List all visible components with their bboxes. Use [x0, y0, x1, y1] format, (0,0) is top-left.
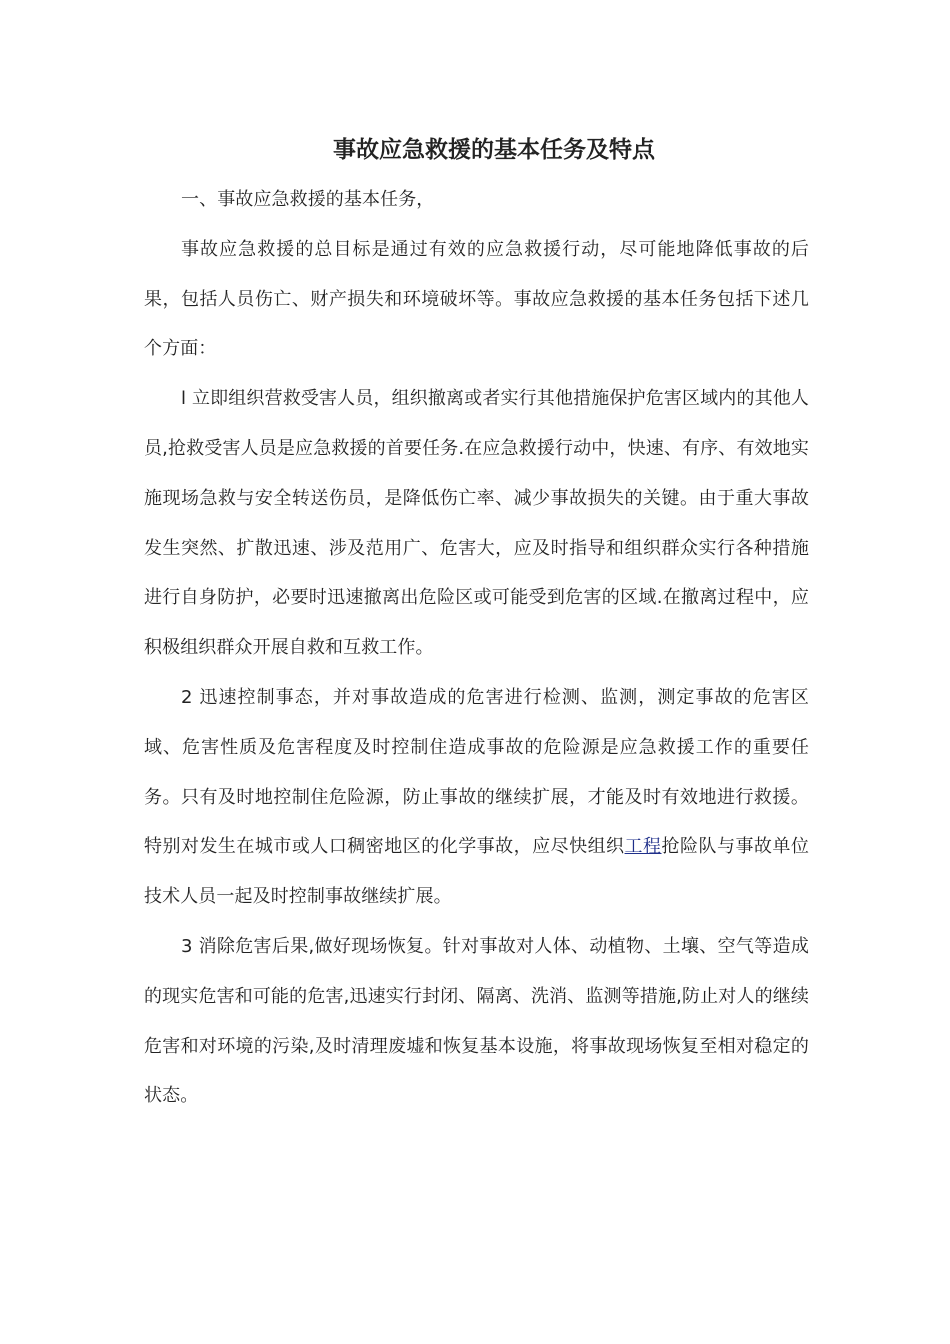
task-paragraph-2-text-before-link: 2 迅速控制事态，并对事故造成的危害进行检测、监测，测定事故的危害区域、危害性质及危害程度及时控制住造成事故的危险源是应急救援工作的重要任务。只有及时地控制住危险源，防止事故的继续扩展，才能及时有效地进行救援。特别对发生在城市或人口稠密地区的化学事故，应尽快组织 [144, 686, 809, 858]
engineering-link[interactable]: 工程 [624, 836, 662, 858]
task-paragraph-2 [144, 673, 809, 922]
document-title: 事故应急救援的基本任务及特点 [333, 137, 655, 163]
task-paragraph-1: l 立即组织营救受害人员，组织撤离或者实行其他措施保护危害区域内的其他人员,抢救受害人员是应急救援的首要任务.在应急救援行动中，快速、有序、有效地实施现场急救与安全转送伤员，是降低伤亡率、减少事故损失的关键。由于重大事故发生突然、扩散迅速、涉及范用广、危害大，应及时指导和组织群众实行各种措施进行自身防护，必要时迅速撤离出危险区或可能受到危害的区域.在撤离过程中，应积极组织群众开展自救和互救工作。 [144, 388, 809, 659]
task-paragraph-2-text-after-link: 抢险队与事故单位技术人员一起及时控制事故继续扩展。 [144, 836, 809, 908]
section-heading: 一、事故应急救援的基本任务， [181, 189, 435, 210]
document-body [144, 175, 809, 1121]
task-paragraph-3: 3 消除危害后果,做好现场恢复。针对事故对人体、动植物、土壤、空气等造成的现实危害和可能的危害,迅速实行封闭、隔离、洗消、监测等措施,防止对人的继续危害和对环境的污染,及时清理废墟和恢复基本设施，将事故现场恢复至相对稳定的状态。 [144, 935, 809, 1107]
intro-paragraph: 事故应急救援的总目标是通过有效的应急救援行动，尽可能地降低事故的后果，包括人员伤亡、财产损失和环境破坏等。事故应急救援的基本任务包括下述几个方面： [144, 238, 809, 360]
